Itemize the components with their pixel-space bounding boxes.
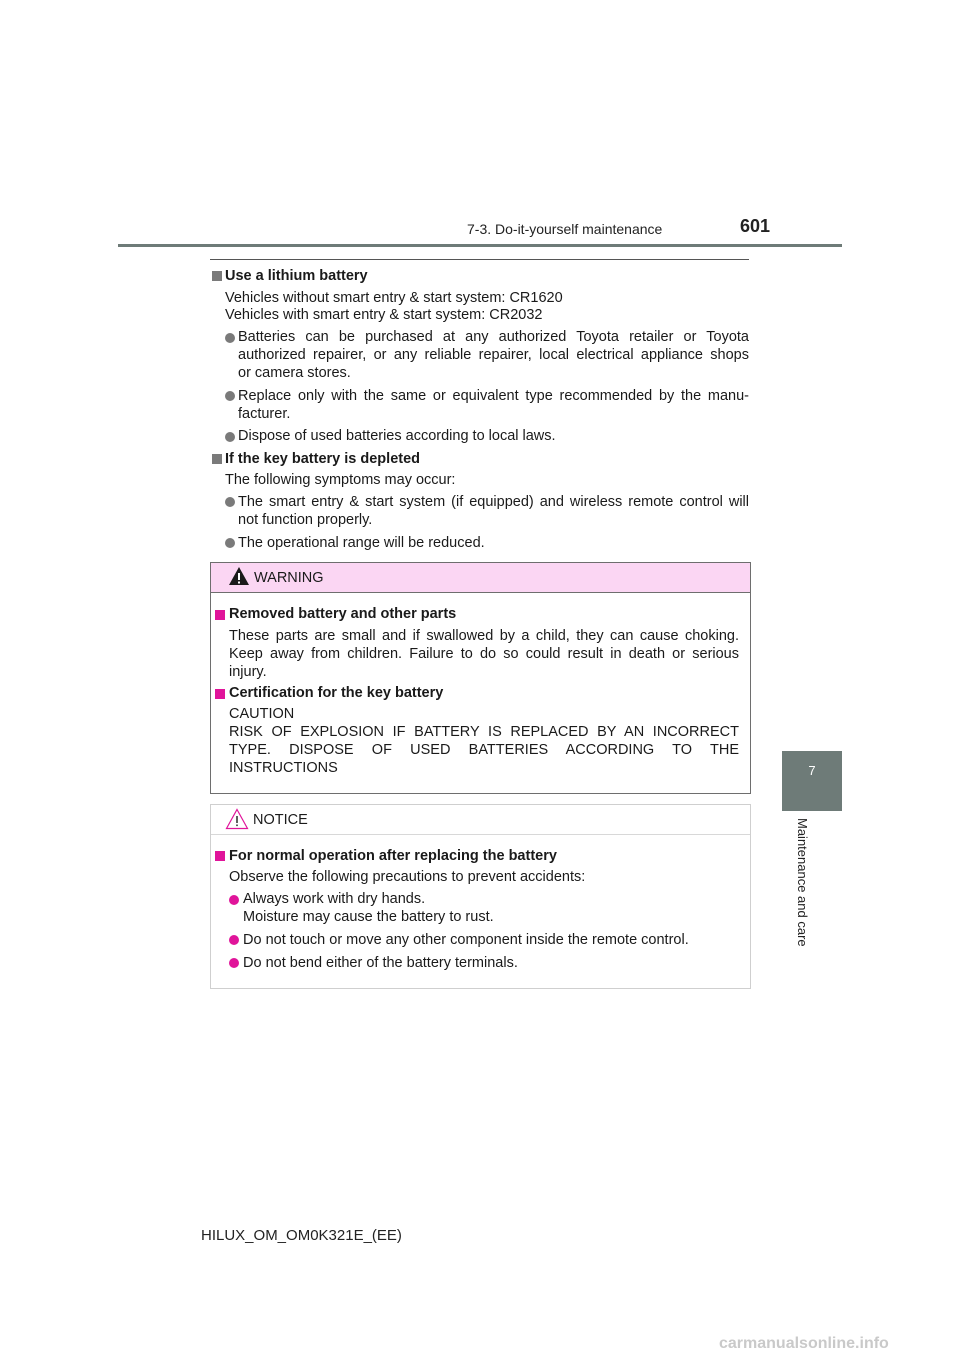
square-bullet-icon <box>215 689 225 699</box>
depleted-intro: The following symptoms may occur: <box>225 472 456 488</box>
round-bullet-icon <box>225 497 235 507</box>
chapter-number: 7 <box>808 763 816 778</box>
depleted-heading: If the key battery is depleted <box>225 451 421 467</box>
depleted-bullet-text: not function properly. <box>238 512 373 528</box>
lithium-bullet-text: Batteries can be purchased at any authorized Toyota retailer or Toyota <box>238 329 749 345</box>
lithium-line: Vehicles without smart entry & start system: CR1620 <box>225 290 563 306</box>
depleted-bullet-text: The operational range will be reduced. <box>238 535 485 551</box>
square-bullet-icon <box>212 454 222 464</box>
lithium-line: Vehicles with smart entry & start system: CR2032 <box>225 307 543 323</box>
chapter-tab <box>782 751 842 811</box>
warning-text: CAUTION <box>229 706 295 722</box>
lithium-bullet-text: or camera stores. <box>238 365 351 381</box>
notice-box <box>210 804 751 989</box>
notice-triangle-icon <box>225 808 249 830</box>
warning-text: These parts are small and if swallowed by a child, they can cause choking. <box>229 628 739 644</box>
notice-heading: For normal operation after replacing the battery <box>229 848 557 864</box>
round-bullet-icon <box>225 432 235 442</box>
lithium-heading: Use a lithium battery <box>225 268 368 284</box>
lithium-bullet-text: authorized repairer, or any reliable repairer, local electrical appliance shops <box>238 347 749 363</box>
warning-text: INSTRUCTIONS <box>229 760 338 776</box>
round-bullet-icon <box>229 895 239 905</box>
round-bullet-icon <box>229 958 239 968</box>
square-bullet-icon <box>215 851 225 861</box>
lithium-bullet-text: Replace only with the same or equivalent type recommended by the manu- <box>238 388 749 404</box>
lithium-bullet-text: facturer. <box>238 406 291 422</box>
square-bullet-icon <box>212 271 222 281</box>
notice-bullet-text: Moisture may cause the battery to rust. <box>243 909 494 925</box>
warning-label: WARNING <box>254 570 324 586</box>
warning-text: injury. <box>229 664 267 680</box>
notice-header <box>211 805 750 835</box>
notice-bullet-text: Do not bend either of the battery terminals. <box>243 955 518 971</box>
warning-heading: Certification for the key battery <box>229 685 444 701</box>
warning-header <box>211 563 750 593</box>
square-bullet-icon <box>215 610 225 620</box>
chapter-label: Maintenance and care <box>795 818 810 947</box>
lithium-bullet-text: Dispose of used batteries according to local laws. <box>238 428 556 444</box>
warning-text: TYPE. DISPOSE OF USED BATTERIES ACCORDING TO THE <box>229 742 739 758</box>
round-bullet-icon <box>225 538 235 548</box>
notice-bullet-text: Do not touch or move any other component inside the remote control. <box>243 932 689 948</box>
warning-text: RISK OF EXPLOSION IF BATTERY IS REPLACED BY AN INCORRECT <box>229 724 739 740</box>
warning-heading: Removed battery and other parts <box>229 606 457 622</box>
warning-triangle-icon <box>228 566 250 586</box>
warning-box <box>210 562 751 794</box>
depleted-bullet-text: The smart entry & start system (if equipped) and wireless remote control will <box>238 494 749 510</box>
round-bullet-icon <box>225 391 235 401</box>
round-bullet-icon <box>229 935 239 945</box>
watermark: carmanualsonline.info <box>719 1335 889 1352</box>
notice-bullet-text: Always work with dry hands. <box>243 891 426 907</box>
document-code: HILUX_OM_OM0K321E_(EE) <box>201 1227 402 1244</box>
section-title: 7-3. Do-it-yourself maintenance <box>467 221 663 237</box>
notice-intro: Observe the following precautions to prevent accidents: <box>229 869 586 885</box>
notice-label: NOTICE <box>253 812 308 828</box>
content-rule <box>210 259 749 260</box>
header-rule <box>118 244 842 247</box>
warning-text: Keep away from children. Failure to do so could result in death or serious <box>229 646 739 662</box>
page-number: 601 <box>740 216 771 236</box>
round-bullet-icon <box>225 333 235 343</box>
